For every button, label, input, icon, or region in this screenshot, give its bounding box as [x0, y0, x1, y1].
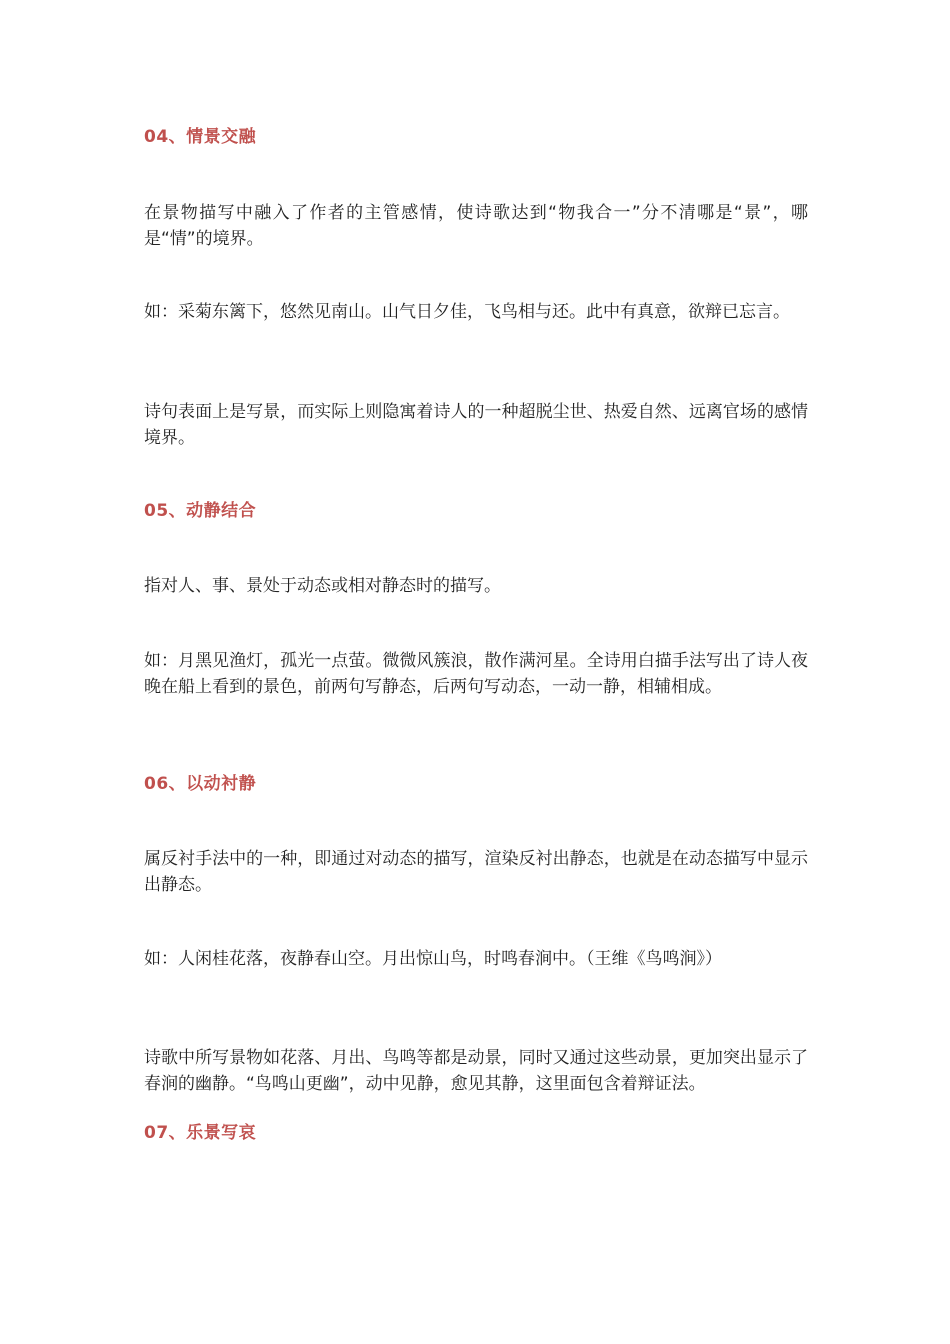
paragraph: 诗句表面上是写景，而实际上则隐寓着诗人的一种超脱尘世、热爱自然、远离官场的感情境界。 [144, 402, 808, 448]
paragraph: 指对人、事、景处于动态或相对静态时的描写。 [144, 576, 501, 596]
section-heading-05: 05、动静结合 [144, 501, 257, 521]
section-heading-04: 04、情景交融 [144, 127, 257, 147]
section-heading-07: 07、乐景写哀 [144, 1123, 257, 1143]
paragraph-example: 如：人闲桂花落，夜静春山空。月出惊山鸟，时鸣春涧中。（王维《鸟鸣涧》） [144, 949, 722, 969]
paragraph-example: 如：月黑见渔灯，孤光一点萤。微微风簇浪，散作满河星。全诗用白描手法写出了诗人夜晚在船上看到的景色，前两句写静态，后两句写动态，一动一静，相辅相成。 [144, 651, 808, 697]
paragraph-example: 如：采菊东篱下，悠然见南山。山气日夕佳，飞鸟相与还。此中有真意，欲辩已忘言。 [144, 302, 790, 322]
paragraph: 诗歌中所写景物如花落、月出、鸟鸣等都是动景，同时又通过这些动景，更加突出显示了春涧的幽静。“鸟鸣山更幽”，动中见静，愈见其静，这里面包含着辩证法。 [144, 1048, 808, 1094]
paragraph: 在景物描写中融入了作者的主管感情，使诗歌达到“物我合一”分不清哪是“景”，哪是“情”的境界。 [144, 203, 808, 249]
section-heading-06: 06、以动衬静 [144, 774, 257, 794]
paragraph: 属反衬手法中的一种，即通过对动态的描写，渲染反衬出静态，也就是在动态描写中显示出静态。 [144, 849, 808, 895]
